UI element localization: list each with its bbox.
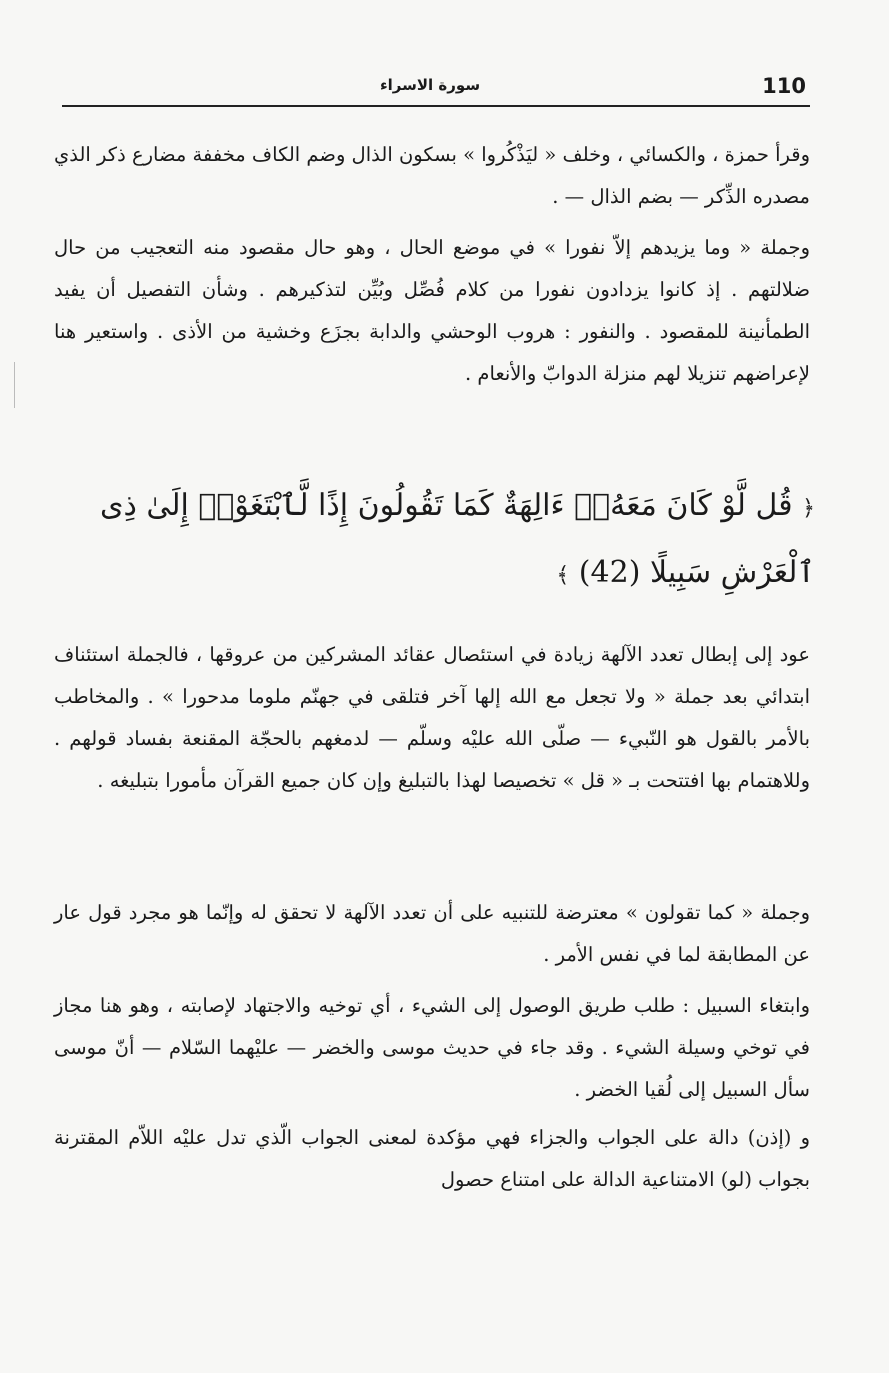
- paragraph-idhan: و (إذن) دالة على الجواب والجزاء فهي مؤكدة لمعنى الجواب الّذي تدل عليْه اللاّم المقترنة بجواب (لو) الامتناعية الدالة على امتناع حصول: [54, 1126, 810, 1191]
- paragraph-tafsir-intro: عود إلى إبطال تعدد الآلهة زيادة في استئصال عقائد المشركين من عروقها ، فالجملة استئناف ابتدائي بعد جملة « ولا تجعل مع الله إلها آخر فتلقى في جهنّم ملوما مدحورا » . والمخاطب بالأمر بالقول هو النّبيء — صلّى الله عليْه وسلّم — لدمغهم بالحجّة المقنعة بفساد قولهم . وللاهتمام بها افتتحت بـ « قل » تخصيصا لهذا بالتبليغ وإن كان جميع القرآن مأمورا بتبليغه .: [54, 643, 810, 792]
- quran-verse: [50, 474, 815, 608]
- paragraph-ibtigha-sabil: وابتغاء السبيل : طلب طريق الوصول إلى الشيء ، أي توخيه والاجتهاد لإصابته ، وهو هنا مجاز في توخي وسيلة الشيء . وقد جاء في حديث موسى والخضر — عليْهما السّلام — أنّ موسى سأل السبيل إلى لُقيا الخضر .: [54, 994, 810, 1101]
- page-header: [62, 74, 810, 104]
- verse-text: قُل لَّوْ كَانَ مَعَهُۥٓ ءَالِهَةٌ كَمَا تَقُولُونَ إِذًا لَّٱبْتَغَوْا۟ إِلَىٰ ذِى ٱلْعَرْشِ سَبِيلًا: [100, 488, 815, 590]
- running-title: سورة الاسراء: [380, 76, 481, 94]
- verse-number: (42): [578, 555, 641, 590]
- margin-mark: [14, 362, 15, 408]
- paragraph-reading-variants: وقرأ حمزة ، والكسائي ، وخلف « ليَذْكُروا » بسكون الذال وضم الكاف مخففة مضارع ذكر الذي مصدره الذِّكر — بضم الذال — .: [53, 143, 810, 208]
- verse-close-ornament: ﴾: [556, 563, 570, 588]
- page-number: 110: [762, 74, 806, 98]
- header-rule: [62, 105, 810, 107]
- paragraph-hal-clause: وجملة « وما يزيدهم إلاّ نفورا » في موضع الحال ، وهو حال مقصود منه التعجيب من حال ضلالتهم . إذ كانوا يزدادون نفورا من كلام فُصِّل وبُيِّن لتذكيرهم . وشأن التفصيل أن يفيد الطمأنينة للمقصود . والنفور : هروب الوحشي والدابة بجزَع وخشية من الأذى . واستعير هنا لإعراضهم تنزيلا لهم منزلة الدوابّ والأنعام .: [54, 236, 810, 385]
- paragraph-kama-taqulun: وجملة « كما تقولون » معترضة للتنبيه على أن تعدد الآلهة لا تحقق له وإنّما هو مجرد قول عار عن المطابقة لما في نفس الأمر .: [54, 901, 810, 966]
- verse-open-ornament: ﴿: [802, 496, 815, 521]
